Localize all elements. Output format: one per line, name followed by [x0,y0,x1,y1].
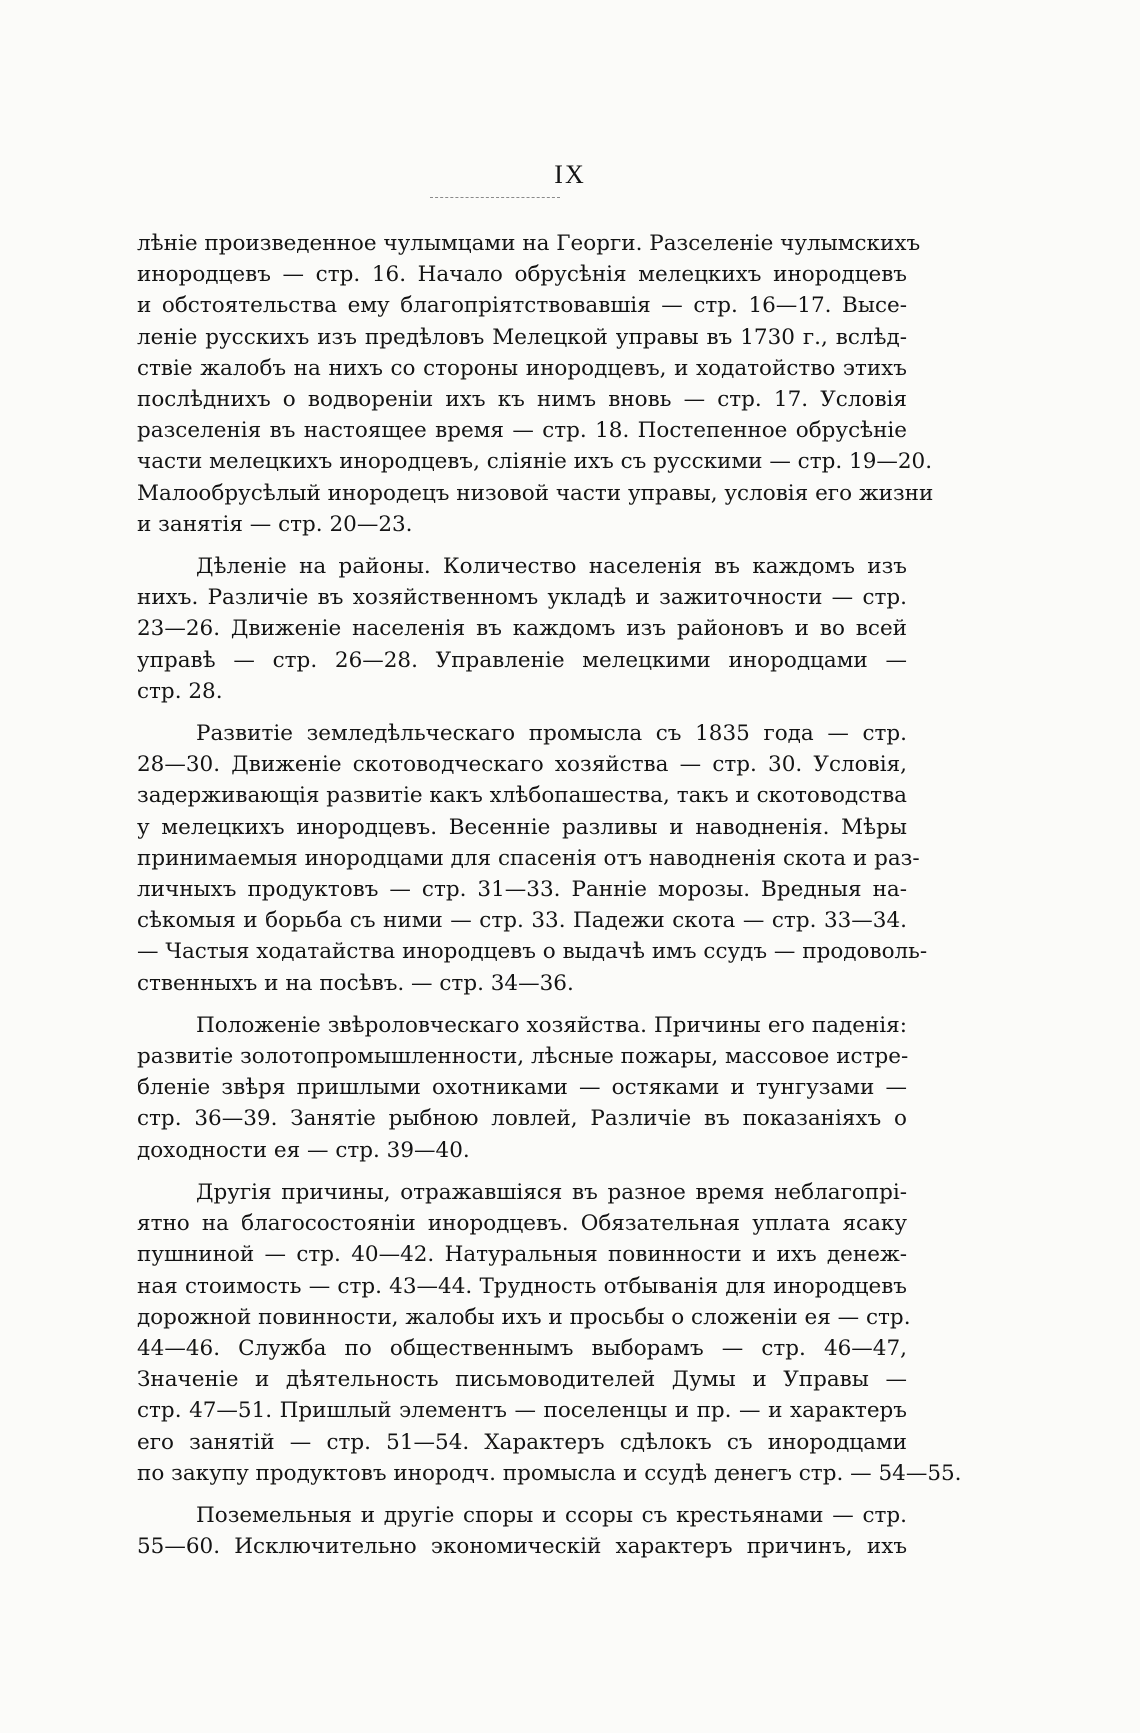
text-line: сѣкомыя и борьба съ ними — стр. 33. Падежи скота — стр. 33—34. [137,908,907,934]
page-number: IX [554,160,586,189]
text-line: 28—30. Движеніе скотоводческаго хозяйства — стр. 30. Условія, [137,752,907,778]
text-line: его занятій — стр. 51—54. Характеръ сдѣлокъ съ инородцами [137,1429,907,1455]
header-rule [430,197,560,198]
text-line: нихъ. Различіе въ хозяйственномъ укладѣ и зажиточности — стр. [137,585,907,611]
text-line: Положеніе звѣроловческаго хозяйства. Причины его паденія: [196,1012,907,1038]
text-line: 44—46. Служба по общественнымъ выборамъ — стр. 46—47, [137,1335,907,1361]
text-line: ственныхъ и на посѣвъ. — стр. 34—36. [137,970,574,996]
text-line: инородцевъ — стр. 16. Начало обрусѣнія мелецкихъ инородцевъ [137,262,907,288]
paragraph-1 [137,228,934,540]
text-line: развитіе золотопромышленности, лѣсные пожары, массовое истре- [137,1044,909,1070]
text-line: по закупу продуктовъ инородч. промысла и ссудѣ денегъ стр. — 54—55. [137,1460,962,1486]
text-line: и занятія — стр. 20—23. [137,511,413,537]
text-line: дорожной повинности, жалобы ихъ и просьбы о сложеніи ея — стр. [137,1304,911,1330]
paragraph-3 [137,718,928,999]
text-line: принимаемыя инородцами для спасенія отъ наводненія скота и раз- [137,845,920,871]
paragraph-6 [137,1500,907,1562]
text-line: 55—60. Исключительно экономическій характеръ причинъ, ихъ [137,1534,907,1560]
text-line: ная стоимость — стр. 43—44. Трудность отбыванія для инородцевъ [137,1273,907,1299]
text-line: и обстоятельства ему благопріятствовавшія — стр. 16—17. Высе- [137,293,907,319]
body-text [137,228,962,1569]
text-line: разселенія въ настоящее время — стр. 18. Постепенное обрусѣніе [137,418,907,444]
text-line: Поземельныя и другіе споры и ссоры съ крестьянами — стр. [196,1502,907,1528]
text-line: Значеніе и дѣятельность письмоводителей Думы и Управы — [137,1367,907,1393]
text-line: части мелецкихъ инородцевъ, сліяніе ихъ съ русскими — стр. 19—20. [137,449,933,475]
text-line: лѣніе произведенное чулымцами на Георги. Разселеніе чулымскихъ [137,231,921,256]
text-line: послѣднихъ о водвореніи ихъ къ нимъ вновь — стр. 17. Условія [137,387,907,413]
text-line: личныхъ продуктовъ — стр. 31—33. Ранніе морозы. Вредныя на- [137,877,907,903]
text-line: стр. 28. [137,678,223,704]
text-line: — Частыя ходатайства инородцевъ о выдачѣ имъ ссудъ — продоволь- [137,939,928,965]
paragraph-2 [137,551,907,707]
text-line: Малообрусѣлый инородецъ низовой части управы, условія его жизни [137,480,934,506]
paragraph-4 [137,1010,907,1166]
text-line: пушниной — стр. 40—42. Натуральныя повинности и ихъ денеж- [137,1242,907,1268]
text-line: Развитіе земледѣльческаго промысла съ 1835 года — стр. [196,721,907,747]
paragraph-5 [137,1177,962,1489]
text-line: стр. 36—39. Занятіе рыбною ловлей, Различіе въ показаніяхъ о [137,1106,907,1132]
text-line: Другія причины, отражавшіяся въ разное время неблагопрі- [196,1179,907,1205]
text-line: бленіе звѣря пришлыми охотниками — остяками и тунгузами — [137,1075,907,1101]
text-line: у мелецкихъ инородцевъ. Весенніе разливы и наводненія. Мѣры [137,814,907,840]
text-line: доходности ея — стр. 39—40. [137,1137,470,1163]
text-line: управѣ — стр. 26—28. Управленіе мелецкими инородцами — [137,647,907,673]
text-line: леніе русскихъ изъ предѣловъ Мелецкой управы въ 1730 г., вслѣд- [137,324,907,350]
text-line: ствіе жалобъ на нихъ со стороны инородцевъ, и ходатойство этихъ [137,355,907,381]
text-line: 23—26. Движеніе населенія въ каждомъ изъ районовъ и во всей [137,616,907,642]
text-line: Дѣленіе на районы. Количество населенія въ каждомъ изъ [196,554,907,580]
text-line: стр. 47—51. Пришлый элементъ — поселенцы и пр. — и характеръ [137,1398,907,1424]
text-line: задерживающія развитіе какъ хлѣбопашества, такъ и скотоводства [137,783,907,809]
text-line: ятно на благосостояніи инородцевъ. Обязательная уплата ясаку [137,1211,907,1237]
